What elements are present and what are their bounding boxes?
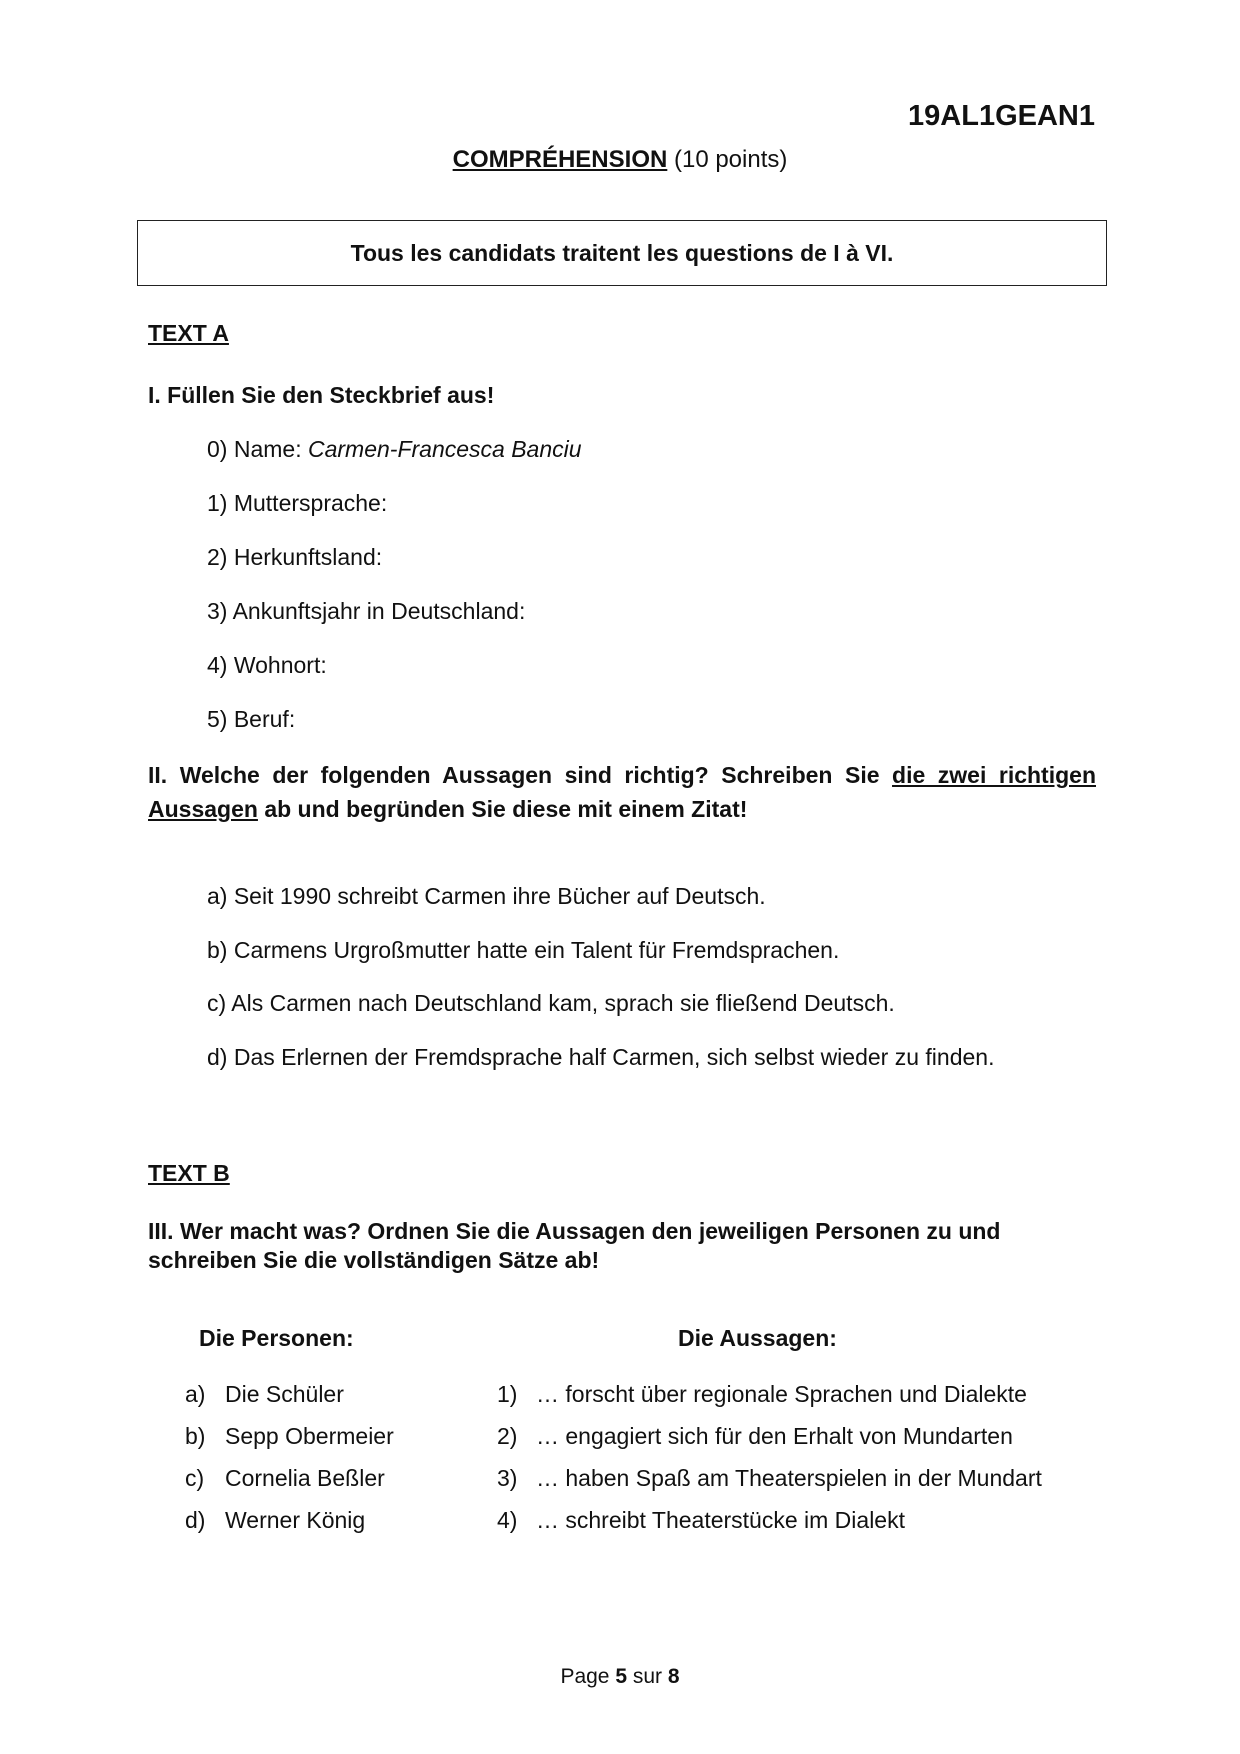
profile-field: 2) Herkunftsland: xyxy=(207,544,383,570)
statement-key: 1) xyxy=(497,1381,518,1407)
question-1-title: I. Füllen Sie den Steckbrief aus! xyxy=(148,382,495,408)
statement-text: … schreibt Theaterstücke im Dialekt xyxy=(536,1507,905,1533)
statement-key: 3) xyxy=(497,1465,518,1491)
person-name: Sepp Obermeier xyxy=(225,1423,394,1449)
instruction-box xyxy=(137,220,1107,286)
question-2-title-part2: ab und begründen Sie diese mit einem Zitat! xyxy=(257,796,748,822)
statement-text: … forscht über regionale Sprachen und Dialekte xyxy=(536,1381,1027,1407)
title-bold: COMPRÉHENSION xyxy=(452,146,668,173)
person-key: d) xyxy=(185,1507,206,1533)
statement-item: d) Das Erlernen der Fremdsprache half Carmen, sich selbst wieder zu finden. xyxy=(207,1044,995,1070)
statement-item: b) Carmens Urgroßmutter hatte ein Talent für Fremdsprachen. xyxy=(207,937,840,963)
statement-text: … haben Spaß am Theaterspielen in der Mundart xyxy=(536,1465,1042,1491)
question-3-title-line1: III. Wer macht was? Ordnen Sie die Aussagen den jeweiligen Personen zu und xyxy=(148,1218,1001,1244)
profile-name xyxy=(207,436,582,463)
question-2-title-underlined: die zwei richtigen Aussagen xyxy=(148,762,1096,822)
page-total: 8 xyxy=(667,1665,680,1688)
profile-field: 3) Ankunftsjahr in Deutschland: xyxy=(207,598,526,624)
question-2-title-part1: II. Welche der folgenden Aussagen sind richtig? Schreiben Sie xyxy=(148,762,893,788)
statement-item: c) Als Carmen nach Deutschland kam, sprach sie fließend Deutsch. xyxy=(207,990,895,1016)
person-name: Cornelia Beßler xyxy=(225,1465,385,1491)
section-heading-text-a: TEXT A xyxy=(148,320,229,346)
profile-field: 5) Beruf: xyxy=(207,706,296,732)
persons-header: Die Personen: xyxy=(199,1325,354,1351)
page-word: Page xyxy=(560,1665,616,1688)
page-number: 5 xyxy=(615,1665,628,1688)
person-key: b) xyxy=(185,1423,206,1449)
person-name: Werner König xyxy=(225,1507,366,1533)
of-word: sur xyxy=(627,1665,668,1688)
question-2-title xyxy=(148,758,1096,826)
page-title xyxy=(0,146,1240,174)
statements-header: Die Aussagen: xyxy=(678,1325,837,1351)
profile-name-value: Carmen-Francesca Banciu xyxy=(307,436,582,462)
statement-key: 4) xyxy=(497,1507,518,1533)
question-3-title-line2: schreiben Sie die vollständigen Sätze ab! xyxy=(148,1247,600,1273)
statement-text: … engagiert sich für den Erhalt von Mundarten xyxy=(536,1423,1013,1449)
title-points: (10 points) xyxy=(667,146,788,173)
person-key: c) xyxy=(185,1465,205,1491)
statement-item: a) Seit 1990 schreibt Carmen ihre Bücher auf Deutsch. xyxy=(207,883,766,909)
person-key: a) xyxy=(185,1381,206,1407)
section-heading-text-b: TEXT B xyxy=(148,1160,230,1186)
profile-field: 4) Wohnort: xyxy=(207,652,327,678)
document-code: 19AL1GEAN1 xyxy=(908,100,1095,132)
profile-name-label: 0) Name: xyxy=(207,436,308,462)
person-name: Die Schüler xyxy=(225,1381,344,1407)
profile-field: 1) Muttersprache: xyxy=(207,490,388,516)
page-footer xyxy=(0,1665,1240,1689)
statement-key: 2) xyxy=(497,1423,518,1449)
instruction-text: Tous les candidats traitent les questions de I à VI. xyxy=(350,239,894,266)
